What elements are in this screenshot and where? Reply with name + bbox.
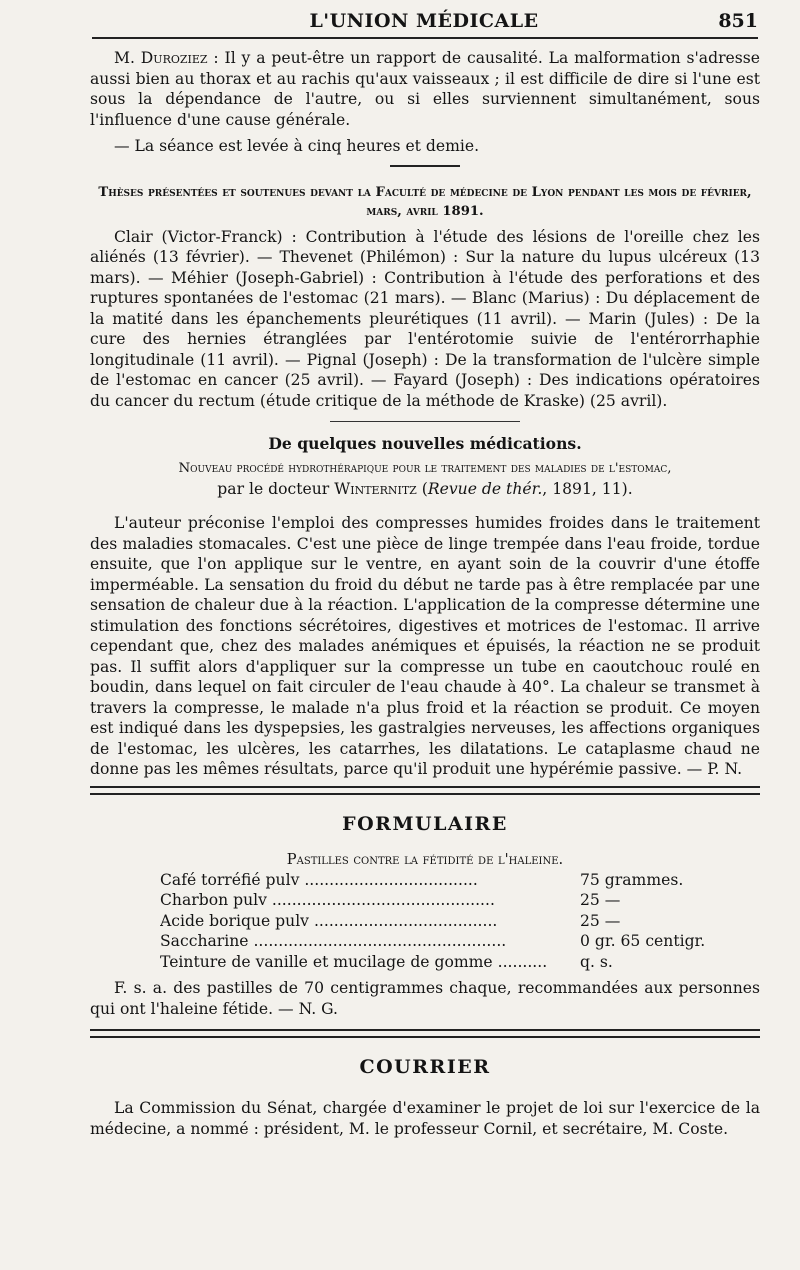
theses-list: Clair (Victor-Franck) : Contribution à l'étude des lésions de l'oreille chez les aliénés (13 février). — Thevenet (Philémon) : Sur la nature du lupus ulcéreux (13 mars). — Méhier (Joseph-Gabriel) : Contribution à l'étude des perforations et des ruptures spontanées de l'estomac (21 mars). — Blanc (Marius) : Du déplacement de la matité dans les épanchements pleurétiques (11 avril). — Marin (Jules) : De la cure des hernies étranglées par l'entérotomie suivie de l'entérorrhaphie longitudinale (11 avril). — Pignal (Joseph) : De la transformation de l'ulcère simple de l'estomac en cancer (25 avril). — Fayard (Joseph) : Des indications opératoires du cancer du rectum (étude critique de la méthode de Kraske) (25 avril). bbox=[90, 227, 760, 410]
ingredient-row bbox=[160, 911, 740, 932]
theses-title: Thèses présentées et soutenues devant la Faculté de médecine de Lyon pendant les mois de février, mars, avril 1891. bbox=[98, 184, 752, 219]
ingredient-name: Saccharine ................................................... bbox=[160, 932, 507, 950]
ingredient-name: Acide borique pulv ..................................... bbox=[160, 911, 498, 930]
ingredient-row bbox=[160, 931, 740, 952]
byline-source-rest: , 1891, 11). bbox=[542, 480, 633, 498]
medications-heading: De quelques nouvelles médications. bbox=[268, 434, 582, 453]
page-header bbox=[90, 10, 758, 36]
ingredient-name: Charbon pulv ............................................. bbox=[160, 891, 495, 909]
ingredient-row bbox=[160, 952, 740, 973]
ingredient-qty: 0 gr. 65 centigr. bbox=[580, 932, 706, 950]
formula-title: Pastilles contre la fétidité de l'haleine. bbox=[286, 850, 564, 868]
page-number: 851 bbox=[718, 10, 758, 32]
medications-body: L'auteur préconise l'emploi des compresses humides froides dans le traitement des maladies stomacales. C'est une pièce de linge trempée dans l'eau froide, tordue ensuite, que l'on applique sur le ventre, en ayant soin de la couvrir d'une étoffe imperméable. La sensation du froid du début ne tarde pas à être remplacée par une sensation de chaleur due à la réaction. L'application de la compresse détermine une stimulation des fonctions sécrétoires, digestives et motrices de l'estomac. Il arrive cependant que, chez des malades anémiques et épuisés, la réaction ne se produit pas. Il suffit alors d'appliquer sur la compresse un tube en caoutchouc roulé en boudin, dans lequel on fait circuler de l'eau chaude à 40°. La chaleur se transmet à travers la compresse, le malade n'a plus froid et la réaction se produit. Ce moyen est indiqué dans les dyspepsies, les gastralgies nerveuses, les affections organiques de l'estomac, les ulcères, les catarrhes, les dilatations. Le cataplasme chaud ne donne pas les mêmes résultats, parce qu'il produit une hypérémie passive. — P. N. bbox=[90, 514, 760, 778]
byline-author: Winternitz bbox=[334, 480, 417, 498]
article-title bbox=[90, 459, 760, 499]
double-rule bbox=[90, 1029, 760, 1038]
article-title-text: Nouveau procédé hydrothérapique pour le traitement des maladies de l'estomac, bbox=[178, 461, 672, 476]
courrier-heading: COURRIER bbox=[359, 1056, 491, 1078]
article-byline bbox=[90, 479, 760, 499]
page-body bbox=[90, 48, 760, 1139]
formulaire-heading: FORMULAIRE bbox=[342, 812, 508, 835]
ingredient-qty: 75 grammes. bbox=[580, 870, 684, 889]
remark-text: : Il y a peut-être un rapport de causalité. La malformation s'adresse aussi bien au thorax et au rachis qu'aux vaisseaux ; il est difficile de dire si l'une est sous la dépendance de l'autre, ou si elles surviennent simultanément, sous l'influence d'une cause générale. bbox=[90, 49, 760, 129]
byline-source-open: ( bbox=[416, 480, 428, 498]
ingredient-qty: 25 — bbox=[580, 911, 621, 930]
byline-journal: Revue de thér. bbox=[427, 480, 543, 498]
ingredient-name: Café torréfié pulv ................................... bbox=[160, 870, 478, 889]
double-rule bbox=[90, 786, 760, 795]
ingredient-row bbox=[160, 870, 740, 891]
session-remark bbox=[90, 48, 760, 130]
ingredient-qty: q. s. bbox=[580, 952, 613, 971]
ingredient-qty: 25 — bbox=[580, 891, 621, 909]
ingredient-name: Teinture de vanille et mucilage de gomme .......... bbox=[160, 952, 548, 971]
courrier-body: La Commission du Sénat, chargée d'examiner le projet de loi sur l'exercice de la médecine, a nommé : président, M. le professeur Cornil, et secrétaire, M. Coste. bbox=[90, 1099, 760, 1138]
byline-prefix: par le docteur bbox=[217, 480, 335, 498]
running-title: L'UNION MÉDICALE bbox=[309, 10, 539, 32]
formula-instructions: F. s. a. des pastilles de 70 centigrammes chaque, recommandées aux personnes qui ont l'haleine fétide. — N. G. bbox=[90, 979, 760, 1018]
section-divider bbox=[390, 165, 460, 167]
ingredient-list bbox=[160, 870, 740, 973]
section-divider bbox=[330, 421, 520, 422]
header-rule bbox=[92, 37, 758, 39]
speaker-name: M. Duroziez bbox=[114, 49, 208, 67]
session-closing: — La séance est levée à cinq heures et demie. bbox=[114, 137, 480, 155]
ingredient-row bbox=[160, 890, 740, 911]
